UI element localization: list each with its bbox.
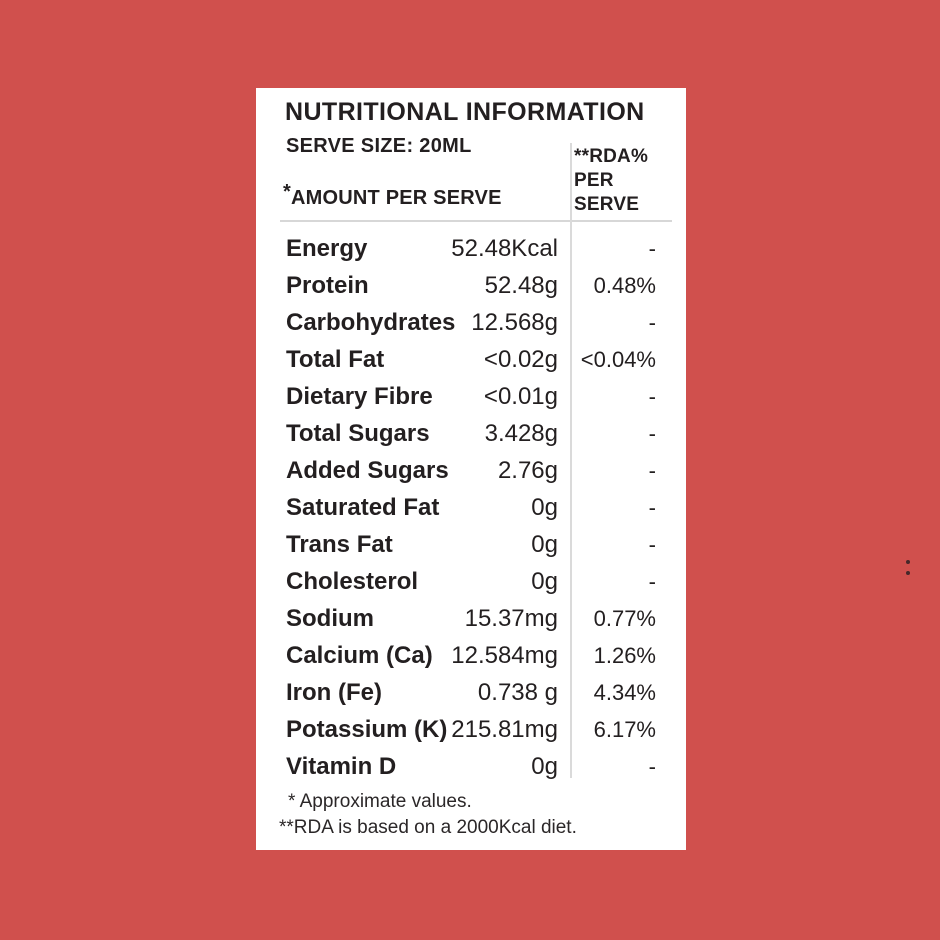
nutrient-amount: 0g (531, 753, 558, 780)
table-row (256, 637, 686, 674)
table-row (256, 341, 686, 378)
amount-header-label: AMOUNT PER SERVE (290, 187, 502, 209)
nutrient-name: Trans Fat (286, 531, 393, 558)
nutrient-name: Carbohydrates (286, 309, 456, 336)
table-row (256, 378, 686, 415)
nutrient-name: Total Sugars (286, 420, 430, 447)
table-row (256, 267, 686, 304)
nutrient-rda-value: - (648, 236, 656, 261)
page-title: NUTRITIONAL INFORMATION (285, 98, 645, 126)
table-row-left (286, 489, 558, 526)
table-row-left (286, 637, 558, 674)
nutrient-name: Calcium (Ca) (286, 642, 433, 669)
nutrient-rda-value: - (648, 495, 656, 520)
table-row (256, 674, 686, 711)
nutrient-rda-value: 4.34% (593, 680, 656, 705)
nutrient-amount: <0.01g (483, 383, 558, 410)
nutrient-amount: 15.37mg (464, 605, 558, 632)
nutrient-amount: 0.738 g (477, 679, 558, 706)
table-row-left (286, 304, 558, 341)
nutrient-amount: 215.81mg (451, 716, 558, 743)
rda-header-line-1: **RDA% (574, 146, 649, 167)
nutrient-amount: 3.428g (484, 420, 558, 447)
table-row (256, 748, 686, 785)
header-divider-line (280, 220, 672, 222)
table-row-left (286, 526, 558, 563)
table-row-left (286, 452, 558, 489)
nutrient-name: Saturated Fat (286, 494, 440, 521)
amount-per-serve-header (283, 181, 502, 210)
table-row-left (286, 378, 558, 415)
table-row (256, 600, 686, 637)
table-row-left (286, 341, 558, 378)
table-row (256, 489, 686, 526)
nutrient-rda-value: - (648, 754, 656, 779)
colon-artifact (906, 560, 911, 575)
nutrient-amount: 0g (531, 531, 558, 558)
nutrient-amount: <0.02g (483, 346, 558, 373)
amount-header-asterisk: * (283, 181, 291, 203)
nutrient-rda-value: 0.48% (593, 273, 656, 298)
table-row (256, 415, 686, 452)
nutrient-rda-value: <0.04% (580, 347, 656, 372)
footnote-rda-basis: **RDA is based on a 2000Kcal diet. (279, 817, 577, 838)
nutrient-name: Total Fat (286, 346, 385, 373)
footnote-approximate-values: * Approximate values. (288, 791, 472, 812)
nutrient-amount: 0g (531, 494, 558, 521)
nutrient-amount: 52.48Kcal (451, 235, 558, 262)
table-row (256, 526, 686, 563)
nutrient-rda-value: 1.26% (593, 643, 656, 668)
nutrient-name: Iron (Fe) (286, 679, 382, 706)
nutrient-rda-value: 6.17% (593, 717, 656, 742)
nutrient-amount: 2.76g (497, 457, 558, 484)
nutrition-label-panel (256, 88, 686, 850)
table-row-left (286, 267, 558, 304)
nutrient-amount: 52.48g (484, 272, 558, 299)
nutrient-name: Vitamin D (286, 753, 397, 780)
table-row (256, 711, 686, 748)
table-row-left (286, 563, 558, 600)
table-row-left (286, 230, 558, 267)
table-row-left (286, 674, 558, 711)
table-row-left (286, 748, 558, 785)
table-row-left (286, 711, 558, 748)
table-row-left (286, 415, 558, 452)
nutrient-rda-value: - (648, 532, 656, 557)
rda-per-serve-header (574, 145, 648, 217)
table-row (256, 452, 686, 489)
nutrient-rda-value: - (648, 458, 656, 483)
serve-size-text: SERVE SIZE: 20ML (286, 135, 472, 157)
nutrient-rda-value: - (648, 310, 656, 335)
nutrient-name: Dietary Fibre (286, 383, 433, 410)
nutrient-rda-value: - (648, 421, 656, 446)
table-row (256, 563, 686, 600)
nutrient-name: Energy (286, 235, 368, 262)
nutrient-name: Sodium (286, 605, 374, 632)
nutrient-rda-value: - (648, 569, 656, 594)
rda-header-line-3: SERVE (574, 194, 640, 215)
nutrient-amount: 0g (531, 568, 558, 595)
table-row-left (286, 600, 558, 637)
nutrient-name: Protein (286, 272, 369, 299)
nutrient-table (256, 230, 686, 785)
rda-header-line-2: PER (574, 170, 614, 191)
nutrient-rda-value: 0.77% (593, 606, 656, 631)
footnotes (279, 789, 577, 841)
nutrient-name: Cholesterol (286, 568, 419, 595)
nutrient-amount: 12.568g (471, 309, 558, 336)
nutrient-name: Added Sugars (286, 457, 449, 484)
nutrient-amount: 12.584mg (451, 642, 558, 669)
nutrient-name: Potassium (K) (286, 716, 448, 743)
nutrient-rda-value: - (648, 384, 656, 409)
table-row (256, 304, 686, 341)
table-row (256, 230, 686, 267)
